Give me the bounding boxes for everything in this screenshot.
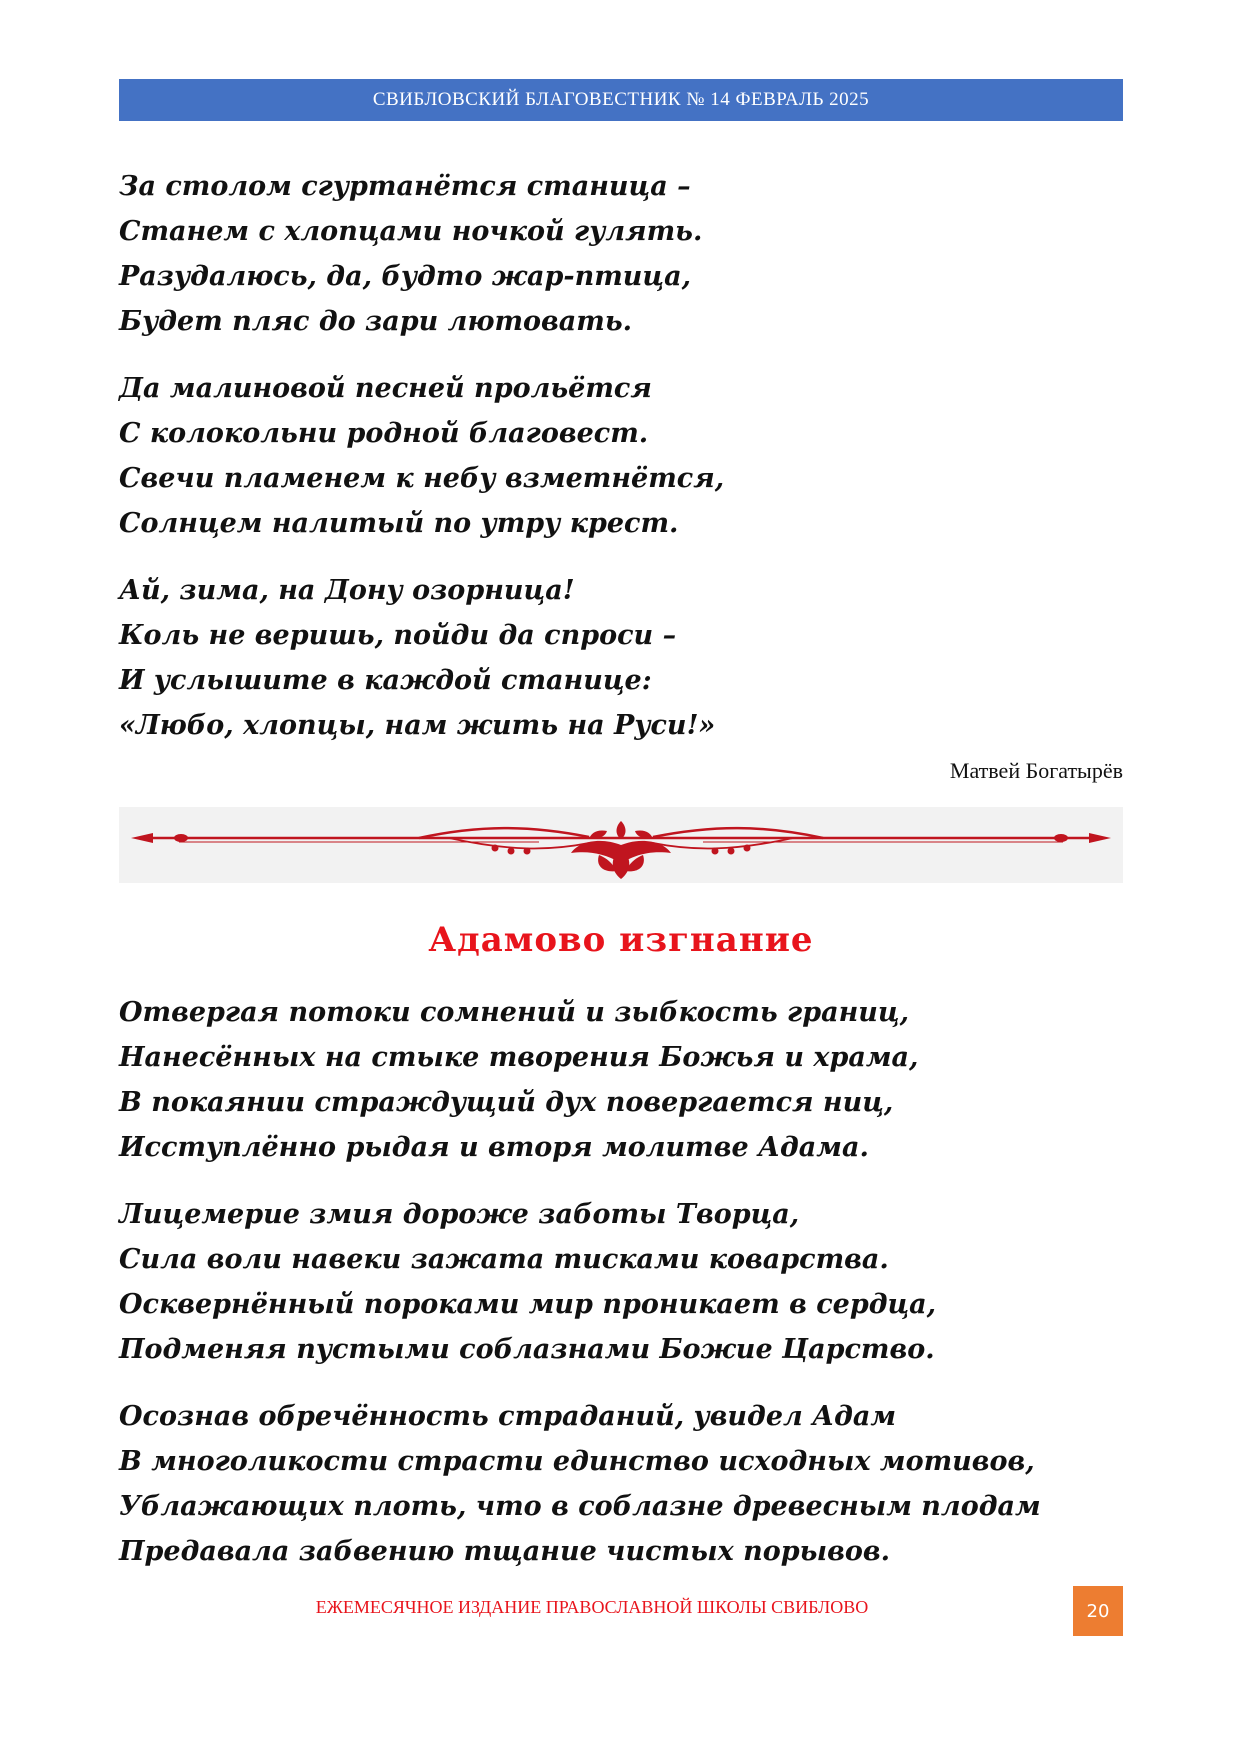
poem-line: Коль не веришь, пойди да спроси –	[119, 620, 677, 651]
poem-line: Отвергая потоки сомнений и зыбкость границ,	[119, 997, 909, 1028]
stanza	[119, 1192, 1123, 1372]
poem-line: Исступлённо рыдая и вторя молитве Адама.	[119, 1132, 869, 1163]
poem-line: Ай, зима, на Дону озорница!	[119, 575, 575, 606]
ornament-divider-icon	[119, 807, 1123, 883]
page-number: 20	[1086, 1600, 1110, 1622]
header-bar	[119, 79, 1123, 121]
poem-line: Нанесённых на стыке творения Божья и храма,	[119, 1042, 919, 1073]
poem-line: Подменяя пустыми соблазнами Божие Царство.	[119, 1334, 935, 1365]
poem-line: Сила воли навеки зажата тисками коварства.	[119, 1244, 889, 1275]
poem-line: Лицемерие змия дороже заботы Творца,	[119, 1199, 800, 1230]
poem-line: За столом сгуртанётся станица –	[119, 171, 691, 202]
poem-line: Предавала забвению тщание чистых порывов.	[119, 1536, 890, 1567]
poem-line: Осквернённый пороками мир проникает в сердца,	[119, 1289, 937, 1320]
stanza	[119, 366, 1123, 546]
stanza	[119, 568, 1123, 748]
poem-line: Ублажающих плоть, что в соблазне древесным плодам	[119, 1491, 1041, 1522]
poem-line: «Любо, хлопцы, нам жить на Руси!»	[119, 710, 716, 741]
poem-line: И услышите в каждой станице:	[119, 665, 652, 696]
poem-line: Будет пляс до зари лютовать.	[119, 306, 633, 337]
poem-line: В покаянии страждущий дух повергается ниц,	[119, 1087, 894, 1118]
poem-line: В многоликости страсти единство исходных мотивов,	[119, 1446, 1035, 1477]
page-number-badge	[1073, 1586, 1123, 1636]
header-title: СВИБЛОВСКИЙ БЛАГОВЕСТНИК № 14 ФЕВРАЛЬ 2025	[372, 89, 870, 110]
stanza	[119, 164, 1123, 344]
poem-line: Да малиновой песней прольётся	[119, 373, 652, 404]
poem-line: Станем с хлопцами ночкой гулять.	[119, 216, 703, 247]
poem-line: С колокольни родной благовест.	[119, 418, 649, 449]
footer-text: ЕЖЕМЕСЯЧНОЕ ИЗДАНИЕ ПРАВОСЛАВНОЙ ШКОЛЫ СВИБЛОВО	[315, 1597, 869, 1617]
section-title: Адамово изгнание	[428, 920, 814, 960]
ornament-divider	[119, 807, 1123, 883]
stanza	[119, 1394, 1123, 1574]
poem-line: Разудалюсь, да, будто жар-птица,	[119, 261, 692, 292]
stanza	[119, 990, 1123, 1170]
poem-line: Осознав обречённость страданий, увидел Адам	[119, 1401, 897, 1432]
poem-line: Свечи пламенем к небу взметнётся,	[119, 463, 725, 494]
poem-line: Солнцем налитый по утру крест.	[119, 508, 679, 539]
poem-1	[119, 164, 1123, 770]
poem-author: Матвей Богатырёв	[949, 758, 1123, 783]
poem-2	[119, 990, 1123, 1596]
